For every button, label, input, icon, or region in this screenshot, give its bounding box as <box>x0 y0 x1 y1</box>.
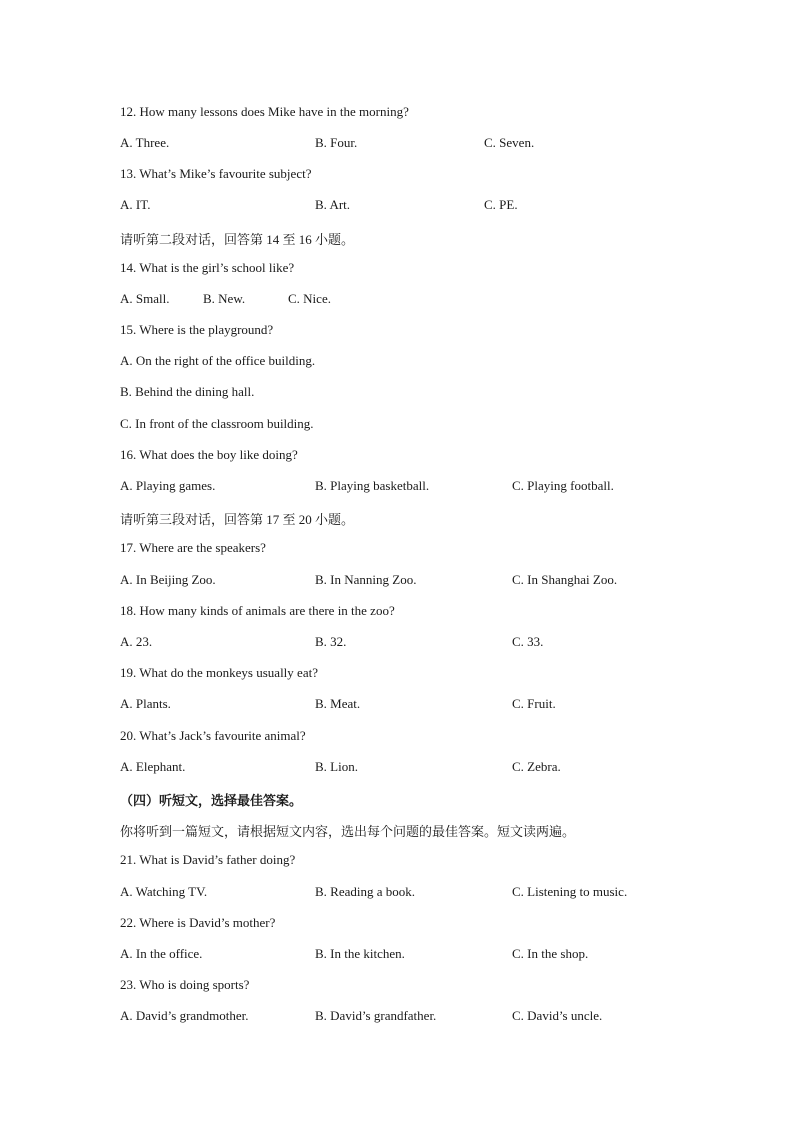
question-22: 22. Where is David’s mother? <box>120 915 276 930</box>
q16-option-b: B. Playing basketball. <box>315 478 430 493</box>
q12-option-c: C. Seven. <box>484 135 535 150</box>
q15-option-a: A. On the right of the office building. <box>120 353 316 368</box>
question-20: 20. What’s Jack’s favourite animal? <box>120 728 306 743</box>
q21-option-a: A. Watching TV. <box>120 884 208 899</box>
question-14: 14. What is the girl’s school like? <box>120 260 295 275</box>
q12-option-a: A. Three. <box>120 135 170 150</box>
q14-option-a: A. Small. <box>120 291 170 306</box>
q20-option-a: A. Elephant. <box>120 759 186 774</box>
q17-option-a: A. In Beijing Zoo. <box>120 572 216 587</box>
q19-option-a: A. Plants. <box>120 696 171 711</box>
q14-option-b: B. New. <box>203 291 246 306</box>
q13-option-c: C. PE. <box>484 197 518 212</box>
q18-option-c: C. 33. <box>512 634 544 649</box>
q17-option-c: C. In Shanghai Zoo. <box>512 572 618 587</box>
question-21: 21. What is David’s father doing? <box>120 852 296 867</box>
q23-option-b: B. David’s grandfather. <box>315 1008 437 1023</box>
q16-option-c: C. Playing football. <box>512 478 614 493</box>
q13-option-b: B. Art. <box>315 197 351 212</box>
q18-option-a: A. 23. <box>120 634 153 649</box>
question-18: 18. How many kinds of animals are there in the zoo? <box>120 603 395 618</box>
q12-option-b: B. Four. <box>315 135 358 150</box>
q13-option-a: A. IT. <box>120 197 151 212</box>
q23-option-c: C. David’s uncle. <box>512 1008 603 1023</box>
section-heading-4: （四）听短文，选择最佳答案。 <box>120 793 303 808</box>
q18-option-b: B. 32. <box>315 634 347 649</box>
section-instruction-2: 请听第二段对话，回答第 14 至 16 小题。 <box>120 232 355 247</box>
section-instruction-3: 请听第三段对话，回答第 17 至 20 小题。 <box>120 512 355 527</box>
q21-option-b: B. Reading a book. <box>315 884 416 899</box>
question-15: 15. Where is the playground? <box>120 322 274 337</box>
question-12: 12. How many lessons does Mike have in the morning? <box>120 104 409 119</box>
question-17: 17. Where are the speakers? <box>120 540 266 555</box>
q17-option-b: B. In Nanning Zoo. <box>315 572 417 587</box>
section-instruction-4: 你将听到一篇短文，请根据短文内容，选出每个问题的最佳答案。短文读两遍。 <box>120 824 576 839</box>
question-16: 16. What does the boy like doing? <box>120 447 298 462</box>
q22-option-a: A. In the office. <box>120 946 203 961</box>
question-13: 13. What’s Mike’s favourite subject? <box>120 166 312 181</box>
q15-option-c: C. In front of the classroom building. <box>120 416 314 431</box>
q20-option-b: B. Lion. <box>315 759 358 774</box>
q22-option-b: B. In the kitchen. <box>315 946 405 961</box>
q20-option-c: C. Zebra. <box>512 759 561 774</box>
q22-option-c: C. In the shop. <box>512 946 589 961</box>
q14-option-c: C. Nice. <box>288 291 331 306</box>
q23-option-a: A. David’s grandmother. <box>120 1008 249 1023</box>
q19-option-b: B. Meat. <box>315 696 361 711</box>
q19-option-c: C. Fruit. <box>512 696 556 711</box>
question-19: 19. What do the monkeys usually eat? <box>120 665 318 680</box>
q16-option-a: A. Playing games. <box>120 478 216 493</box>
q15-option-b: B. Behind the dining hall. <box>120 384 255 399</box>
question-23: 23. Who is doing sports? <box>120 977 250 992</box>
q21-option-c: C. Listening to music. <box>512 884 628 899</box>
